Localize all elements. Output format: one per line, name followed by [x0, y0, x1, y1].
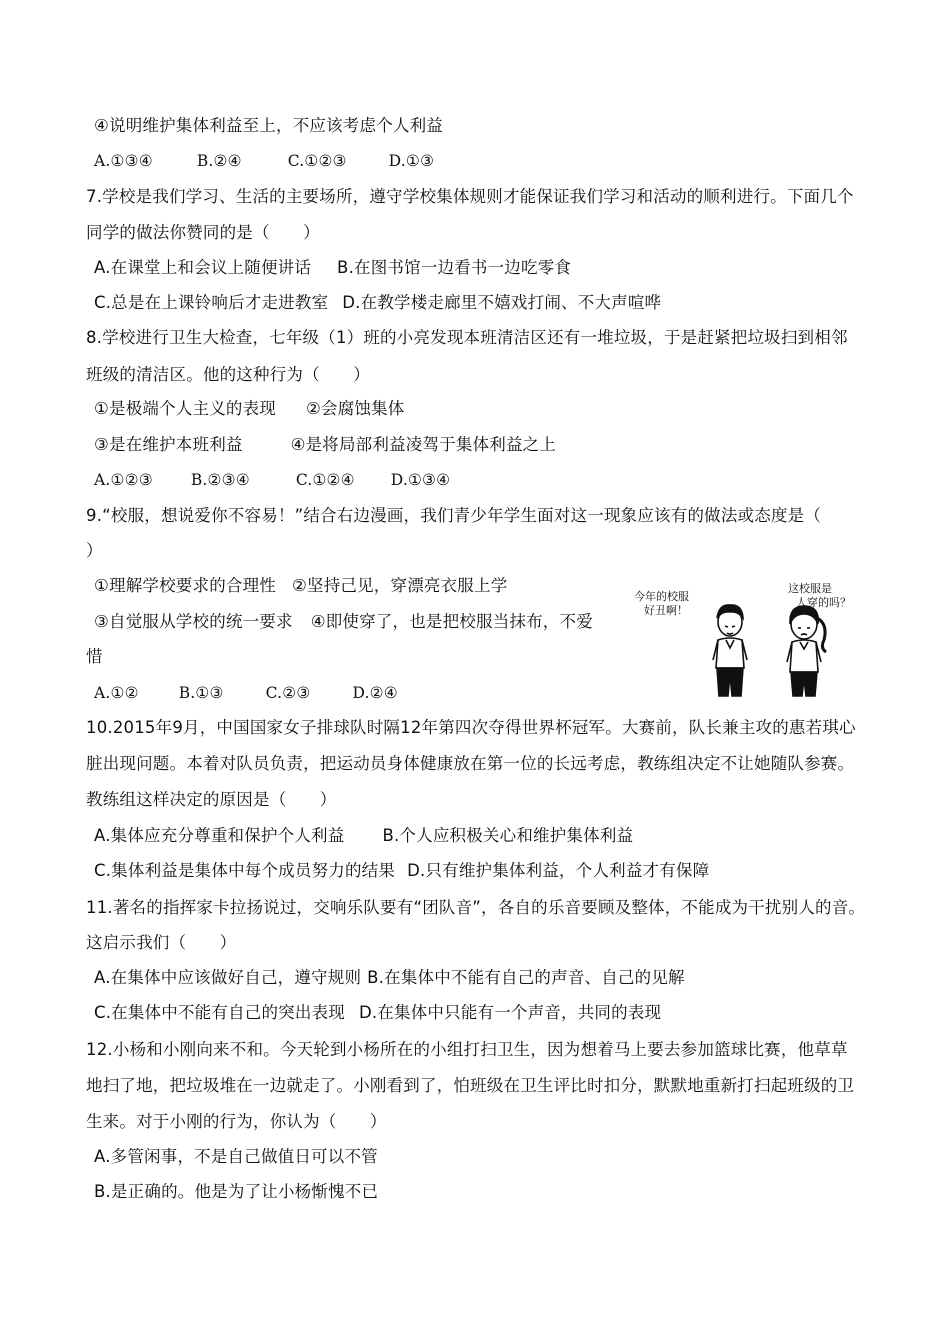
girl-figure	[787, 606, 826, 696]
bubble-left-line2: 好丑啊！	[644, 604, 688, 617]
q11-option-c: C.在集体中不能有自己的突出表现	[94, 1003, 345, 1022]
q12-option-a: A.多管闲事，不是自己做值日可以不管	[94, 1147, 378, 1166]
q8-option-b: B.②③④	[190, 471, 250, 489]
q8-stem-line2: 班级的清洁区。他的这种行为（ ）	[86, 365, 370, 384]
q9-option-b: B.①③	[178, 684, 224, 702]
q7-options-cd	[94, 292, 661, 314]
q10-stem-line1: 10.2015年9月，中国国家女子排球队时隔12年第四次夺得世界杯冠军。大赛前，队长兼主攻的惠若琪心	[86, 718, 856, 737]
q9-stem-line2: ）	[86, 541, 103, 560]
q8-option-a: A.①②③	[94, 471, 153, 489]
q7-option-b: B.在图书馆一边看书一边吃零食	[337, 258, 572, 277]
q10-option-c: C.集体利益是集体中每个成员努力的结果	[94, 861, 396, 880]
q9-item-4-cont: 惜	[86, 647, 103, 666]
q10-stem-line2: 脏出现问题。本着对队员负责，把运动员身体健康放在第一位的长远考虑，教练组决定不让她随队参赛。	[86, 754, 855, 773]
boy-figure	[713, 605, 747, 696]
q7-options-ab	[94, 257, 571, 279]
school-uniform-cartoon	[626, 578, 876, 702]
q12-stem-line3: 生来。对于小刚的行为，你认为（ ）	[86, 1112, 387, 1131]
q11-stem-line2: 这启示我们（ ）	[86, 933, 237, 952]
q8-items-34	[94, 434, 556, 456]
q8-item-1: ①是极端个人主义的表现	[94, 399, 276, 418]
q11-option-a: A.在集体中应该做好自己，遵守规则	[94, 968, 362, 987]
q12-stem-line2: 地扫了地，把垃圾堆在一边就走了。小刚看到了，怕班级在卫生评比时扣分，默默地重新打扫起班级的卫	[86, 1076, 855, 1095]
q9-item-4: ④即使穿了，也是把校服当抹布，不爱	[310, 612, 593, 631]
q7-option-c: C.总是在上课铃响后才走进教室	[94, 293, 329, 312]
q9-options	[94, 682, 398, 704]
bubble-right-line2: 人穿的吗？	[796, 596, 851, 609]
q11-option-d: D.在集体中只能有一个声音，共同的表现	[358, 1003, 662, 1022]
q11-options-ab	[94, 967, 685, 989]
q8-option-d: D.①③④	[390, 471, 451, 489]
q9-option-a: A.①②	[94, 684, 139, 702]
q10-option-d: D.只有维护集体利益，个人利益才有保障	[407, 861, 710, 880]
q9-option-d: D.②④	[352, 684, 398, 702]
q9-option-c: C.②③	[265, 684, 311, 702]
q11-stem-line1: 11.著名的指挥家卡拉扬说过，交响乐队要有“团队音”，各自的乐音要顾及整体，不能成为干扰别人的音。	[86, 898, 866, 917]
q7-option-a: A.在课堂上和会议上随便讲话	[94, 258, 312, 277]
q8-option-c: C.①②④	[295, 471, 355, 489]
q10-option-b: B.个人应积极关心和维护集体利益	[382, 826, 634, 845]
q11-options-cd	[94, 1002, 661, 1024]
q8-items-12	[94, 398, 405, 420]
q11-option-b: B.在集体中不能有自己的声音、自己的见解	[367, 968, 685, 987]
q12-stem-line1: 12.小杨和小刚向来不和。今天轮到小杨所在的小组打扫卫生，因为想着马上要去参加篮球比赛，他草草	[86, 1040, 848, 1059]
q9-item-2: ②坚持己见，穿漂亮衣服上学	[292, 576, 508, 595]
q6-item-4: ④说明维护集体利益至上，不应该考虑个人利益	[94, 116, 443, 135]
q12-option-b: B.是正确的。他是为了让小杨惭愧不已	[94, 1182, 379, 1201]
q6-option-b: B.②④	[196, 152, 242, 170]
bubble-left-line1: 今年的校服	[634, 590, 689, 603]
q9-item-3: ③自觉服从学校的统一要求	[94, 612, 293, 631]
q8-item-3: ③是在维护本班利益	[94, 435, 243, 454]
q8-item-4: ④是将局部利益凌驾于集体利益之上	[290, 435, 557, 454]
q10-option-a: A.集体应充分尊重和保护个人利益	[94, 826, 345, 845]
q10-options-cd	[94, 860, 709, 882]
q10-stem-line3: 教练组这样决定的原因是（ ）	[86, 790, 337, 809]
q8-stem-line1: 8.学校进行卫生大检查，七年级（1）班的小亮发现本班清洁区还有一堆垃圾，于是赶紧把垃圾扫到相邻	[86, 328, 848, 347]
q7-option-d: D.在教学楼走廊里不嬉戏打闹、不大声喧哗	[342, 293, 662, 312]
q9-stem-line1: 9.“校服，想说爱你不容易！”结合右边漫画，我们青少年学生面对这一现象应该有的做法或态度是（	[86, 506, 822, 525]
q7-stem-line2: 同学的做法你赞同的是（ ）	[86, 223, 320, 242]
q10-options-ab	[94, 825, 633, 847]
q9-items-12	[94, 575, 507, 597]
q6-options	[94, 150, 434, 172]
q9-items-34	[94, 611, 593, 633]
q6-option-a: A.①③④	[94, 152, 153, 170]
q9-item-1: ①理解学校要求的合理性	[94, 576, 276, 595]
q8-options	[94, 469, 450, 491]
q6-option-c: C.①②③	[287, 152, 347, 170]
q7-stem-line1: 7.学校是我们学习、生活的主要场所，遵守学校集体规则才能保证我们学习和活动的顺利进行。下面几个	[86, 187, 854, 206]
q6-option-d: D.①③	[388, 152, 435, 170]
bubble-right-line1: 这校服是	[788, 582, 832, 595]
q8-item-2: ②会腐蚀集体	[306, 399, 405, 418]
